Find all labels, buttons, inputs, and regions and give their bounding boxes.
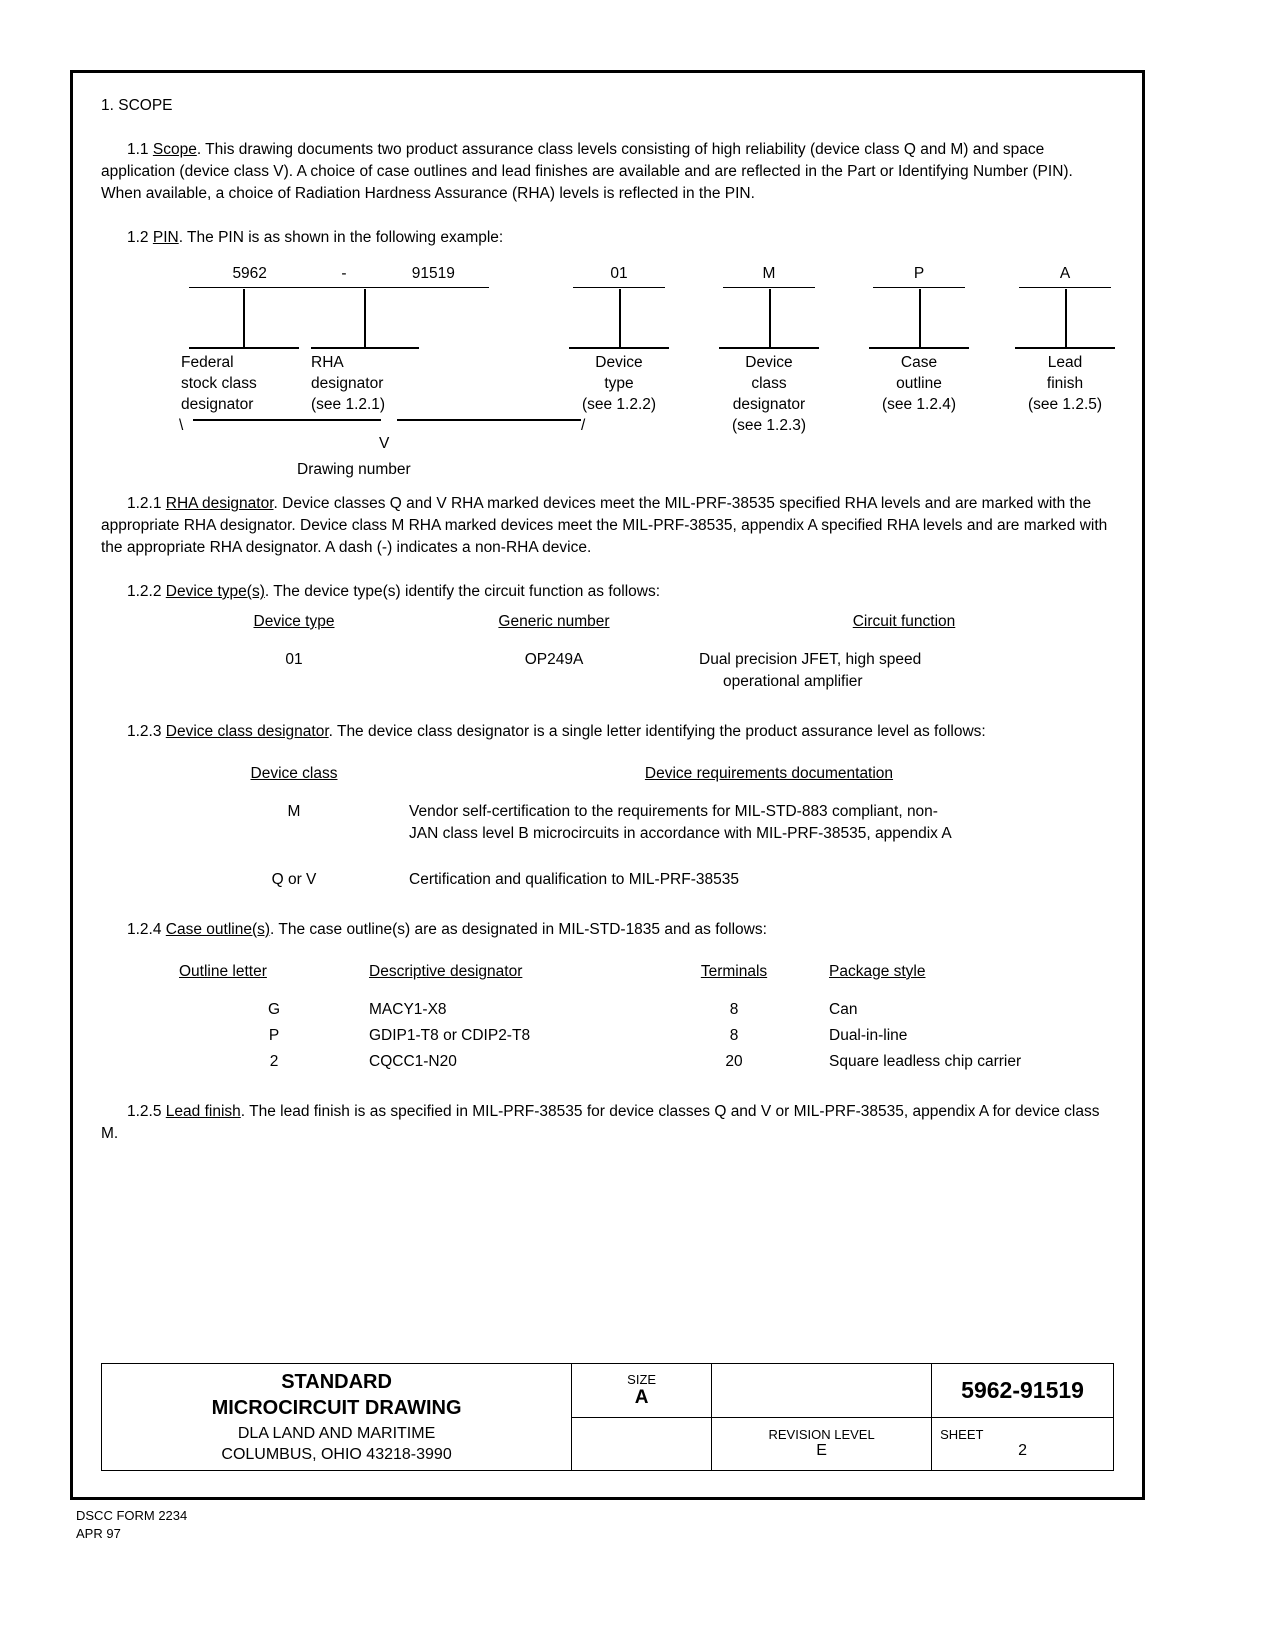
size-cell (572, 1364, 712, 1417)
pin-label-device-class: Device class designator (see 1.2.3) (731, 354, 807, 434)
cell-terminals: 8 (729, 1027, 739, 1044)
paragraph-1-2-1 (101, 493, 1114, 559)
cap-rha (311, 347, 419, 349)
pin-label-case-outline: Case outline (see 1.2.4) (881, 354, 957, 413)
para-1-1-number: 1.1 (127, 141, 149, 158)
leader-line-lead-finish (1065, 289, 1067, 347)
para-1-2-1-number: 1.2.1 (127, 495, 162, 512)
para-1-2-5-number: 1.2.5 (127, 1103, 162, 1120)
cell-device-type: 01 (285, 651, 303, 668)
leader-line-device-class (769, 289, 771, 347)
para-1-1-text: . This drawing documents two product assurance class levels consisting of high reliability (device class Q and M) and space application (device class V). A choice of case outlines and lead finishes are available and are reflected in the Part or Identifying Number (PIN). When available, a choice of Radiation Hardness Assurance (RHA) levels is reflected in the PIN. (101, 141, 1073, 202)
brace-right: / (581, 417, 586, 434)
para-1-2-3-text: . The device class designator is a single letter identifying the product assurance level as follows: (328, 723, 986, 740)
org-line-1: DLA LAND AND MARITIME (237, 1424, 436, 1442)
col-device-requirements: Device requirements documentation (644, 765, 894, 782)
cell-outline-letter: G (267, 1001, 281, 1018)
table-row (179, 997, 1139, 1023)
pin-label-lead-finish: Lead finish (see 1.2.5) (1027, 354, 1103, 413)
pin-value-rha: 91519 (411, 265, 455, 282)
document-page (70, 70, 1145, 1500)
size-label: SIZE (627, 1371, 657, 1387)
cap-lead-finish (1015, 347, 1115, 349)
leader-line-stock-class (243, 289, 245, 347)
device-class-table (179, 761, 1129, 893)
cell-device-requirements: Vendor self-certification to the requirements for MIL-STD-883 compliant, non- JAN class level B microcircuits in accordance with MIL-PRF-38535, appendix A (409, 803, 952, 842)
para-1-2-5-text: . The lead finish is as specified in MIL-PRF-38535 for device classes Q and V or MIL-PRF-38535, appendix A for device class M. (101, 1103, 1100, 1142)
para-1-2-5-term: Lead finish (165, 1103, 241, 1120)
cell-descriptive-designator: MACY1-X8 (369, 1001, 447, 1018)
leader-line-device-type (619, 289, 621, 347)
cell-device-class: Q or V (271, 871, 317, 888)
org-line-2: COLUMBUS, OHIO 43218-3990 (221, 1445, 452, 1463)
col-descriptive-designator: Descriptive designator (369, 963, 523, 980)
cell-generic-number: OP249A (524, 651, 584, 668)
cell-outline-letter: 2 (269, 1053, 279, 1070)
pin-value-device-class: M (723, 263, 815, 288)
drawing-number-value: 5962-91519 (961, 1376, 1084, 1403)
col-package-style: Package style (829, 963, 926, 980)
form-footer (76, 1507, 187, 1542)
title-line-2: MICROCIRCUIT DRAWING (211, 1396, 462, 1419)
para-1-2-1-term: RHA designator (165, 495, 274, 512)
para-1-2-4-term: Case outline(s) (165, 921, 271, 938)
paragraph-1-2-2 (101, 581, 1114, 603)
para-1-2-2-term: Device type(s) (165, 583, 265, 600)
cell-device-class: M (287, 803, 301, 820)
para-1-2-text: . The PIN is as shown in the following example: (178, 229, 504, 246)
case-outline-table (179, 959, 1139, 1075)
para-1-2-1-text: . Device classes Q and V RHA marked devices meet the MIL-PRF-38535 specified RHA levels and are marked with the appropriate RHA designator. Device class M RHA marked devices meet the MIL-PRF-38535, appendix A specified RHA levels and are marked with the appropriate RHA designator. A dash (-) indicates a non-RHA device. (101, 495, 1108, 556)
paragraph-1-2 (101, 227, 1114, 249)
brace-left: \ (179, 417, 184, 434)
cell-package-style: Dual-in-line (829, 1027, 908, 1044)
table-row (179, 799, 1129, 847)
para-1-2-2-number: 1.2.2 (127, 583, 162, 600)
pin-label-device-type: Device type (see 1.2.2) (581, 354, 657, 413)
cell-descriptive-designator: GDIP1-T8 or CDIP2-T8 (369, 1027, 531, 1044)
pin-label-rha: RHA designator (see 1.2.1) (311, 354, 386, 413)
paragraph-1-1 (101, 139, 1114, 205)
size-value: A (634, 1386, 649, 1408)
pin-value-device-type: 01 (573, 263, 665, 288)
pin-example-diagram (101, 263, 1114, 481)
cell-device-requirements: Certification and qualification to MIL-PRF-38535 (409, 871, 739, 888)
col-outline-letter: Outline letter (179, 963, 267, 980)
sheet-value: 2 (1018, 1442, 1027, 1460)
revision-value: E (816, 1442, 827, 1460)
drawing-number-cell (932, 1364, 1113, 1417)
blank-cell-bottom (572, 1418, 712, 1471)
leader-line-case-outline (919, 289, 921, 347)
para-1-2-3-number: 1.2.3 (127, 723, 162, 740)
table-row (179, 847, 1129, 893)
cell-package-style: Can (829, 1001, 858, 1018)
form-number: DSCC FORM 2234 (76, 1508, 188, 1523)
title-block-row-top (572, 1364, 1113, 1418)
col-device-class: Device class (250, 765, 338, 782)
cell-descriptive-designator: CQCC1-N20 (369, 1053, 457, 1070)
pin-value-dash: - (341, 265, 347, 282)
cell-terminals: 20 (725, 1053, 743, 1070)
pin-label-stock-class: Federal stock class designator (181, 354, 257, 413)
col-generic-number: Generic number (498, 613, 610, 630)
cap-stock-class (189, 347, 299, 349)
title-block-fields (572, 1364, 1113, 1470)
para-1-2-term: PIN (152, 229, 179, 246)
brace-bar-right (397, 419, 581, 421)
leader-line-rha (364, 289, 366, 347)
drawing-number-label: Drawing number (297, 461, 411, 478)
pin-value-stock-class: 5962 (232, 265, 267, 282)
document-body (73, 73, 1142, 1497)
form-date: APR 97 (76, 1525, 121, 1541)
cap-case-outline (869, 347, 969, 349)
revision-label: REVISION LEVEL (768, 1427, 875, 1443)
title-block (101, 1363, 1114, 1471)
para-1-2-2-text: . The device type(s) identify the circuit function as follows: (264, 583, 661, 600)
sheet-label: SHEET (940, 1427, 984, 1443)
title-line-1: STANDARD (281, 1370, 392, 1393)
brace-bar-left (193, 419, 381, 421)
blank-cell-top (712, 1364, 932, 1417)
cell-circuit-function: Dual precision JFET, high speed operational amplifier (699, 651, 922, 690)
device-type-table (179, 609, 1109, 695)
para-1-2-3-term: Device class designator (165, 723, 329, 740)
pin-value-case-outline: P (873, 263, 965, 288)
table-header-row (179, 959, 1139, 997)
table-row (179, 1023, 1139, 1049)
table-header-row (179, 609, 1109, 647)
pin-value-lead-finish: A (1019, 263, 1111, 288)
paragraph-1-2-3 (101, 721, 1114, 743)
title-block-identity (102, 1364, 572, 1470)
para-1-1-term: Scope (152, 141, 197, 158)
col-circuit-function: Circuit function (852, 613, 956, 630)
para-1-2-number: 1.2 (127, 229, 149, 246)
col-terminals: Terminals (700, 963, 768, 980)
revision-cell (712, 1418, 932, 1471)
cap-device-type (569, 347, 669, 349)
cell-outline-letter: P (268, 1027, 280, 1044)
para-1-2-4-number: 1.2.4 (127, 921, 162, 938)
cap-device-class (719, 347, 819, 349)
table-row (179, 647, 1109, 695)
paragraph-1-2-5 (101, 1101, 1114, 1145)
table-row (179, 1049, 1139, 1075)
sheet-cell (932, 1418, 1113, 1471)
cell-terminals: 8 (729, 1001, 739, 1018)
table-header-row (179, 761, 1129, 799)
paragraph-1-2-4 (101, 919, 1114, 941)
cell-package-style: Square leadless chip carrier (829, 1053, 1022, 1070)
col-device-type: Device type (253, 613, 335, 630)
title-block-row-bottom (572, 1418, 1113, 1471)
brace-v: V (379, 435, 390, 452)
para-1-2-4-text: . The case outline(s) are as designated in MIL-STD-1835 and as follows: (270, 921, 767, 938)
section-title: 1. SCOPE (101, 97, 173, 114)
